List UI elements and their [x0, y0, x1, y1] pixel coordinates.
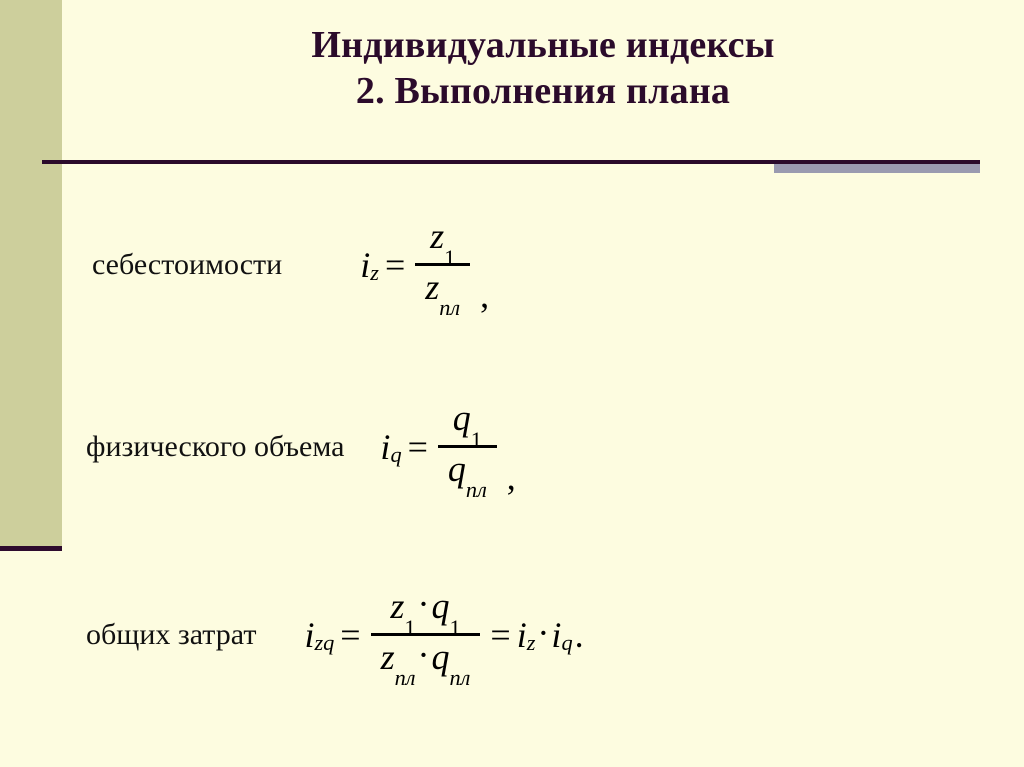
- formula-volume-numerator: [443, 398, 492, 452]
- formula-volume-equals: =: [407, 426, 428, 467]
- formula-cost-den-sub: пл: [439, 295, 461, 321]
- formula-cost-num-sub: 1: [444, 244, 456, 270]
- title-line-2: 2. Выполнения плана: [355, 70, 731, 113]
- formula-total-equals: =: [340, 614, 361, 655]
- formula-cost-lhs: i: [360, 244, 371, 285]
- formula-volume-den-sub: пл: [465, 477, 487, 503]
- formula-total-den-sub2: пл: [449, 665, 471, 691]
- formula-total-rhs-var1: i: [516, 614, 527, 655]
- formula-total-num-var2: q: [431, 586, 450, 626]
- decorative-left-bar: [0, 0, 62, 548]
- formula-volume-den-var: q: [447, 448, 466, 489]
- title-divider-accent: [774, 164, 980, 173]
- formula-total-equals-2: =: [490, 614, 511, 655]
- decorative-left-bar-underline: [0, 546, 62, 551]
- formula-volume: [380, 398, 516, 503]
- formula-total-den-dot: ·: [417, 634, 430, 675]
- formula-cost-denominator: [415, 263, 470, 321]
- formula-total-rhs-sub1: z: [526, 630, 536, 656]
- formula-total: [304, 584, 584, 691]
- formula-volume-fraction: [438, 398, 497, 503]
- formula-total-rhs-dot: ·: [537, 612, 550, 653]
- formula-label-cost: себестоимости: [92, 247, 283, 281]
- formula-volume-lhs: i: [380, 426, 391, 467]
- formula-total-den-var2: q: [431, 636, 450, 677]
- formula-total-lhs: i: [304, 614, 315, 655]
- formula-total-den-sub1: пл: [394, 665, 416, 691]
- formula-row-volume: [86, 398, 516, 503]
- formula-cost-lhs-sub: z: [370, 260, 379, 286]
- title-line-1: Индивидуальные индексы: [311, 24, 775, 66]
- formula-label-volume: физического объема: [86, 429, 345, 463]
- formula-total-fraction: [371, 584, 481, 691]
- formula-cost-equals: =: [384, 244, 406, 285]
- formula-cost-fraction: [415, 216, 470, 321]
- formula-total-num-sub2: 1: [449, 614, 461, 640]
- formula-total-denominator: [371, 633, 481, 691]
- formula-total-trailing: .: [574, 614, 584, 655]
- formula-cost-numerator: [420, 216, 465, 270]
- formula-volume-denominator: [438, 445, 497, 503]
- page-title: [62, 22, 1024, 115]
- formula-cost-num-var: z: [430, 216, 445, 256]
- formula-volume-num-var: q: [452, 398, 471, 438]
- formula-total-rhs-sub2: q: [561, 630, 573, 656]
- formula-cost-trailing: ,: [480, 274, 490, 315]
- formula-row-total: [86, 584, 584, 691]
- formula-volume-trailing: ,: [506, 456, 516, 497]
- formula-total-num-sub1: 1: [404, 614, 416, 640]
- formula-cost-den-var: z: [425, 266, 440, 307]
- formula-total-rhs-var2: i: [551, 614, 562, 655]
- formula-total-den-var1: z: [380, 636, 395, 677]
- formula-label-total: общих затрат: [86, 617, 257, 651]
- formula-row-cost: [92, 216, 490, 321]
- formula-total-lhs-sub: zq: [314, 630, 335, 656]
- formula-cost: [360, 216, 490, 321]
- formula-volume-lhs-sub: q: [390, 442, 402, 468]
- formula-total-num-dot: ·: [417, 584, 430, 625]
- formula-volume-num-sub: 1: [470, 426, 482, 452]
- formula-total-numerator: [380, 584, 470, 640]
- formula-total-num-var1: z: [390, 586, 405, 626]
